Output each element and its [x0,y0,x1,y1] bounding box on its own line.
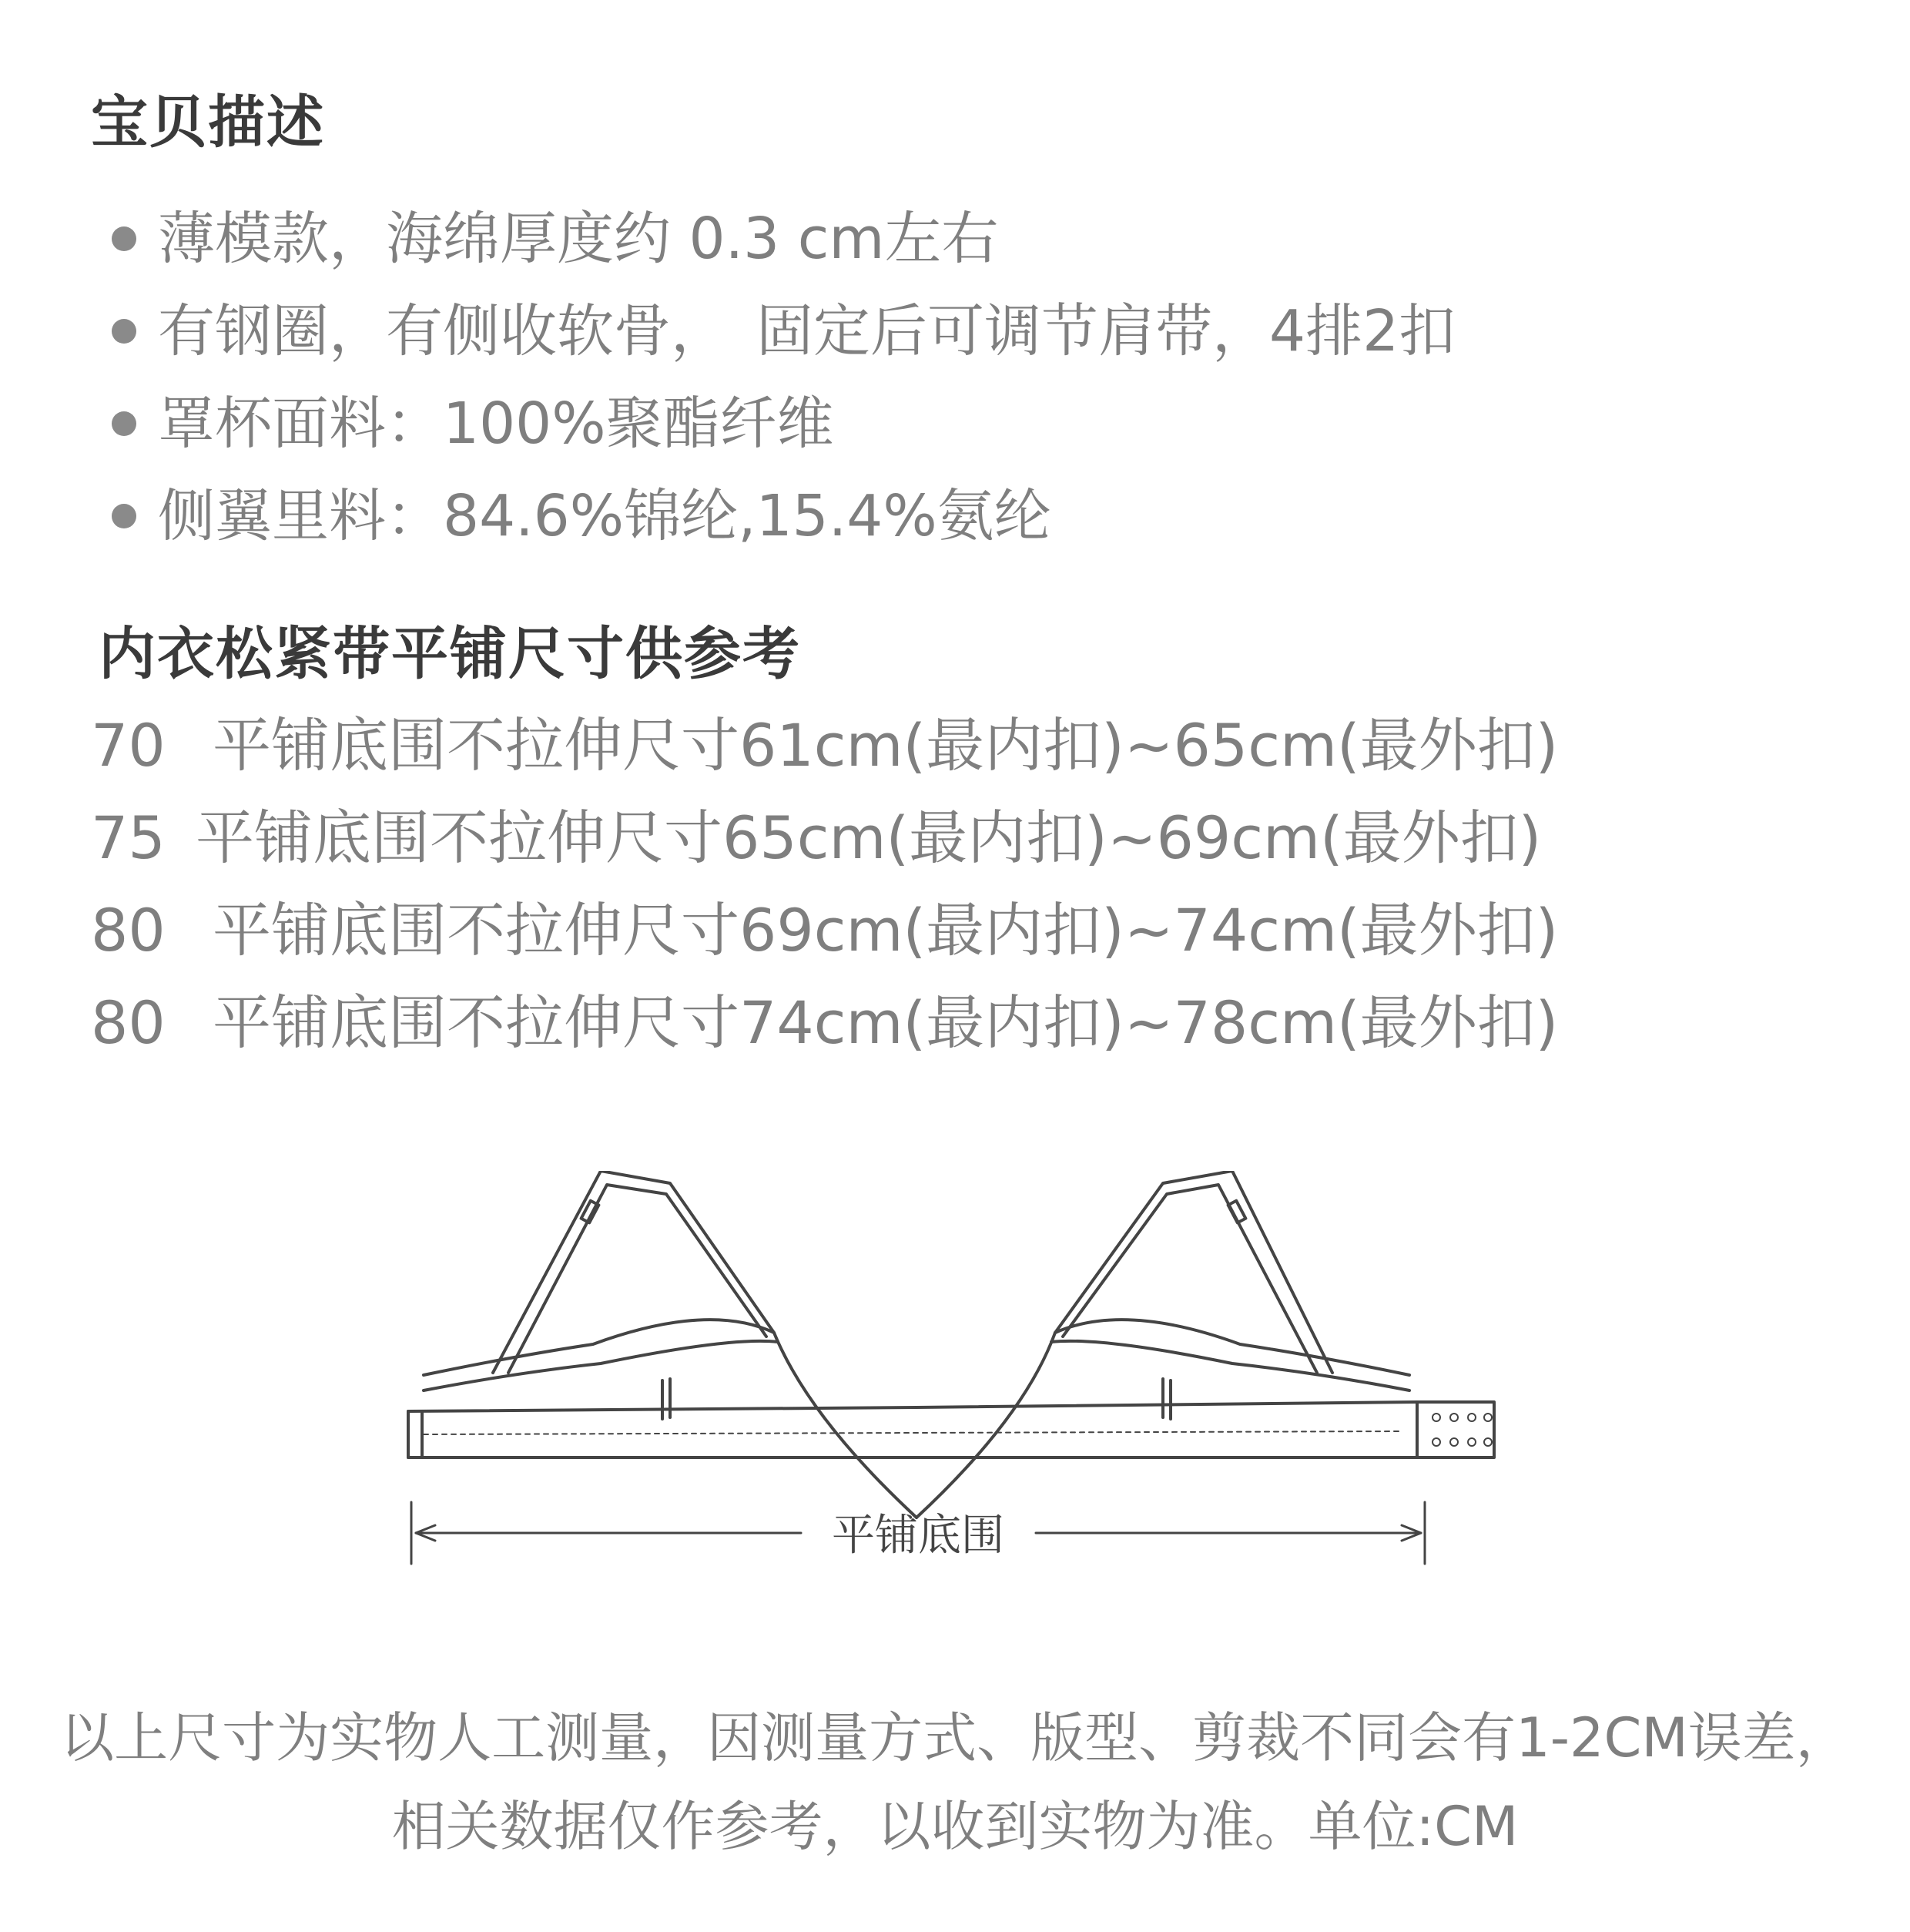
size-guide-list [91,707,1558,1077]
list-item-text: 有钢圈，有侧收软骨， 固定后可调节肩带，4排2扣 [158,298,1456,364]
bullet-dot-icon [112,411,136,436]
bullet-dot-icon [112,319,136,344]
size-measurement: 平铺底围不拉伸尺寸74cm(最内扣)~78cm(最外扣) [213,988,1559,1057]
list-item-text: 罩杯面料：100%聚酯纤维 [158,391,834,457]
size-row [91,800,1558,892]
bra-flat-measure-diagram-icon [400,1171,1510,1602]
list-item [112,193,1456,285]
bullet-dot-icon [112,504,136,528]
footer-note-line2: 相关数据仅作参考，以收到实物为准。单位:CM [391,1795,1519,1858]
size-label: 75 [91,803,166,872]
size-measurement: 平铺底围不拉伸尺寸65cm(最内扣)~69cm(最外扣) [196,803,1542,872]
list-item [112,377,1456,470]
size-measurement: 平铺底围不拉伸尺寸61cm(最内扣)~65cm(最外扣) [213,711,1559,780]
bullet-dot-icon [112,226,136,251]
size-label: 70 [91,711,166,780]
diagram-label: 平铺底围 [832,1511,1004,1561]
size-row [91,892,1558,984]
list-item [112,470,1456,562]
description-title: 宝贝描述 [91,89,325,156]
list-item-text: 侧翼里料：84.6%锦纶,15.4%氨纶 [158,483,1051,549]
size-measurement: 平铺底围不拉伸尺寸69cm(最内扣)~74cm(最外扣) [213,896,1559,964]
size-guide-title: 内衣松紧带平铺尺寸供参考 [99,621,801,687]
size-row [91,984,1558,1077]
size-label: 80 [91,988,166,1057]
size-row [91,707,1558,800]
size-label: 80 [91,896,166,964]
description-list [112,193,1456,562]
list-item [112,285,1456,377]
list-item-text: 薄模款，海绵厚度约 0.3 cm左右 [158,206,999,272]
footer-note-line1: 以上尺寸为实物人工测量，因测量方式、版型、剪裁不同会有1-2CM误差， [60,1706,1850,1769]
